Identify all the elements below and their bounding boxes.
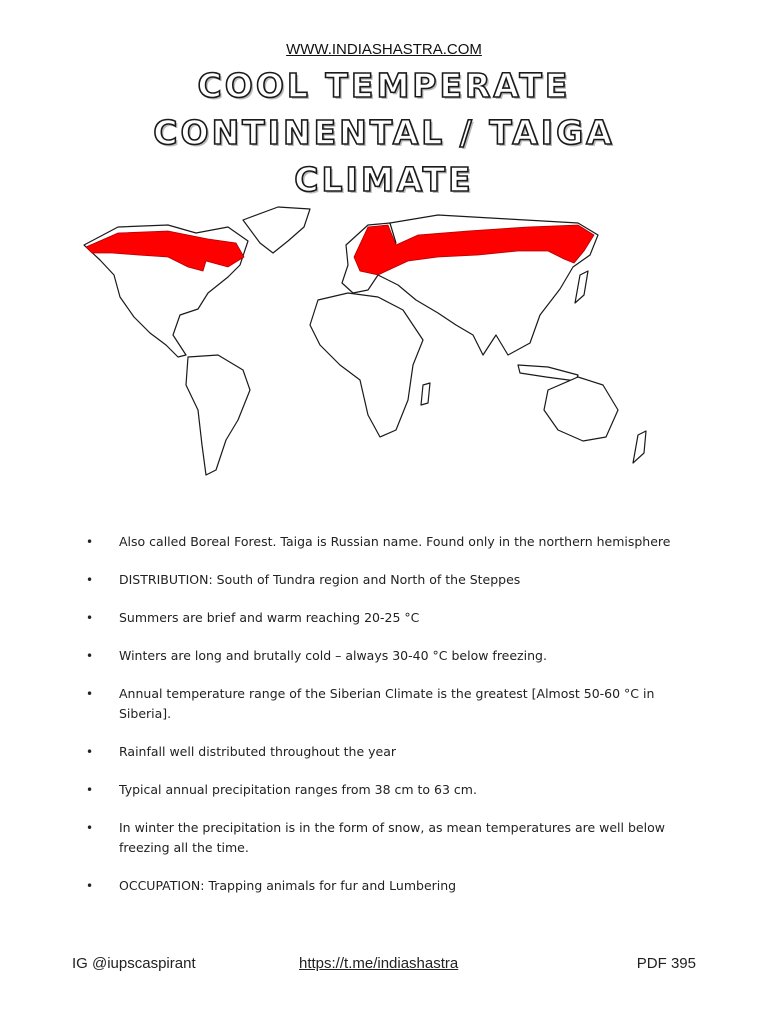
bullet-dot: •	[86, 783, 94, 797]
madagascar	[421, 383, 430, 405]
greenland	[243, 207, 310, 253]
world-map-svg	[78, 205, 700, 495]
bullet-text: Also called Boreal Forest. Taiga is Russian name. Found only in the northern hemisphere	[119, 534, 671, 549]
south-america	[186, 355, 250, 475]
bullet-text: Winters are long and brutally cold – always 30-40 °C below freezing.	[119, 648, 547, 663]
page-title	[0, 62, 768, 203]
list-item	[86, 876, 686, 896]
africa	[310, 293, 423, 437]
bullet-text: DISTRIBUTION: South of Tundra region and North of the Steppes	[119, 572, 521, 587]
bullet-dot: •	[86, 745, 94, 759]
list-item	[86, 570, 686, 590]
page-number: PDF 395	[636, 955, 696, 972]
bullet-dot: •	[86, 821, 94, 835]
telegram-link[interactable]: https://t.me/indiashastra	[299, 955, 459, 972]
australia	[544, 377, 618, 441]
bullet-dot: •	[86, 611, 94, 625]
instagram-handle: IG @iupscaspirant	[72, 955, 196, 972]
bullet-dot: •	[86, 535, 94, 549]
bullet-dot: •	[86, 573, 94, 587]
list-item	[86, 780, 686, 800]
new-zealand	[633, 431, 646, 463]
page-footer	[62, 955, 696, 975]
list-item	[86, 646, 686, 666]
list-item	[86, 818, 686, 858]
site-url[interactable]: WWW.INDIASHASTRA.COM	[286, 41, 482, 58]
title-line-2: CONTINENTAL / TAIGA	[153, 113, 615, 152]
bullet-text: In winter the precipitation is in the form of snow, as mean temperatures are well below freezing all the time.	[119, 820, 665, 855]
bullet-dot: •	[86, 649, 94, 663]
bullet-text: Rainfall well distributed throughout the year	[119, 744, 397, 759]
list-item	[86, 532, 686, 552]
indonesia	[518, 365, 578, 381]
bullet-text: Typical annual precipitation ranges from 38 cm to 63 cm.	[119, 782, 477, 797]
bullet-dot: •	[86, 879, 94, 893]
bullet-text: OCCUPATION: Trapping animals for fur and Lumbering	[119, 878, 457, 893]
world-map	[78, 205, 700, 495]
bullet-dot: •	[86, 687, 94, 701]
japan	[575, 271, 588, 303]
bullet-text: Annual temperature range of the Siberian Climate is the greatest [Almost 50-60 °C in Siberia].	[119, 686, 655, 721]
title-line-3: CLIMATE	[294, 160, 474, 199]
title-line-1: COOL TEMPERATE	[197, 66, 571, 105]
list-item	[86, 742, 686, 762]
bullet-text: Summers are brief and warm reaching 20-25 °C	[119, 610, 420, 625]
list-item	[86, 684, 686, 724]
list-item	[86, 608, 686, 628]
bullet-list	[86, 532, 686, 914]
